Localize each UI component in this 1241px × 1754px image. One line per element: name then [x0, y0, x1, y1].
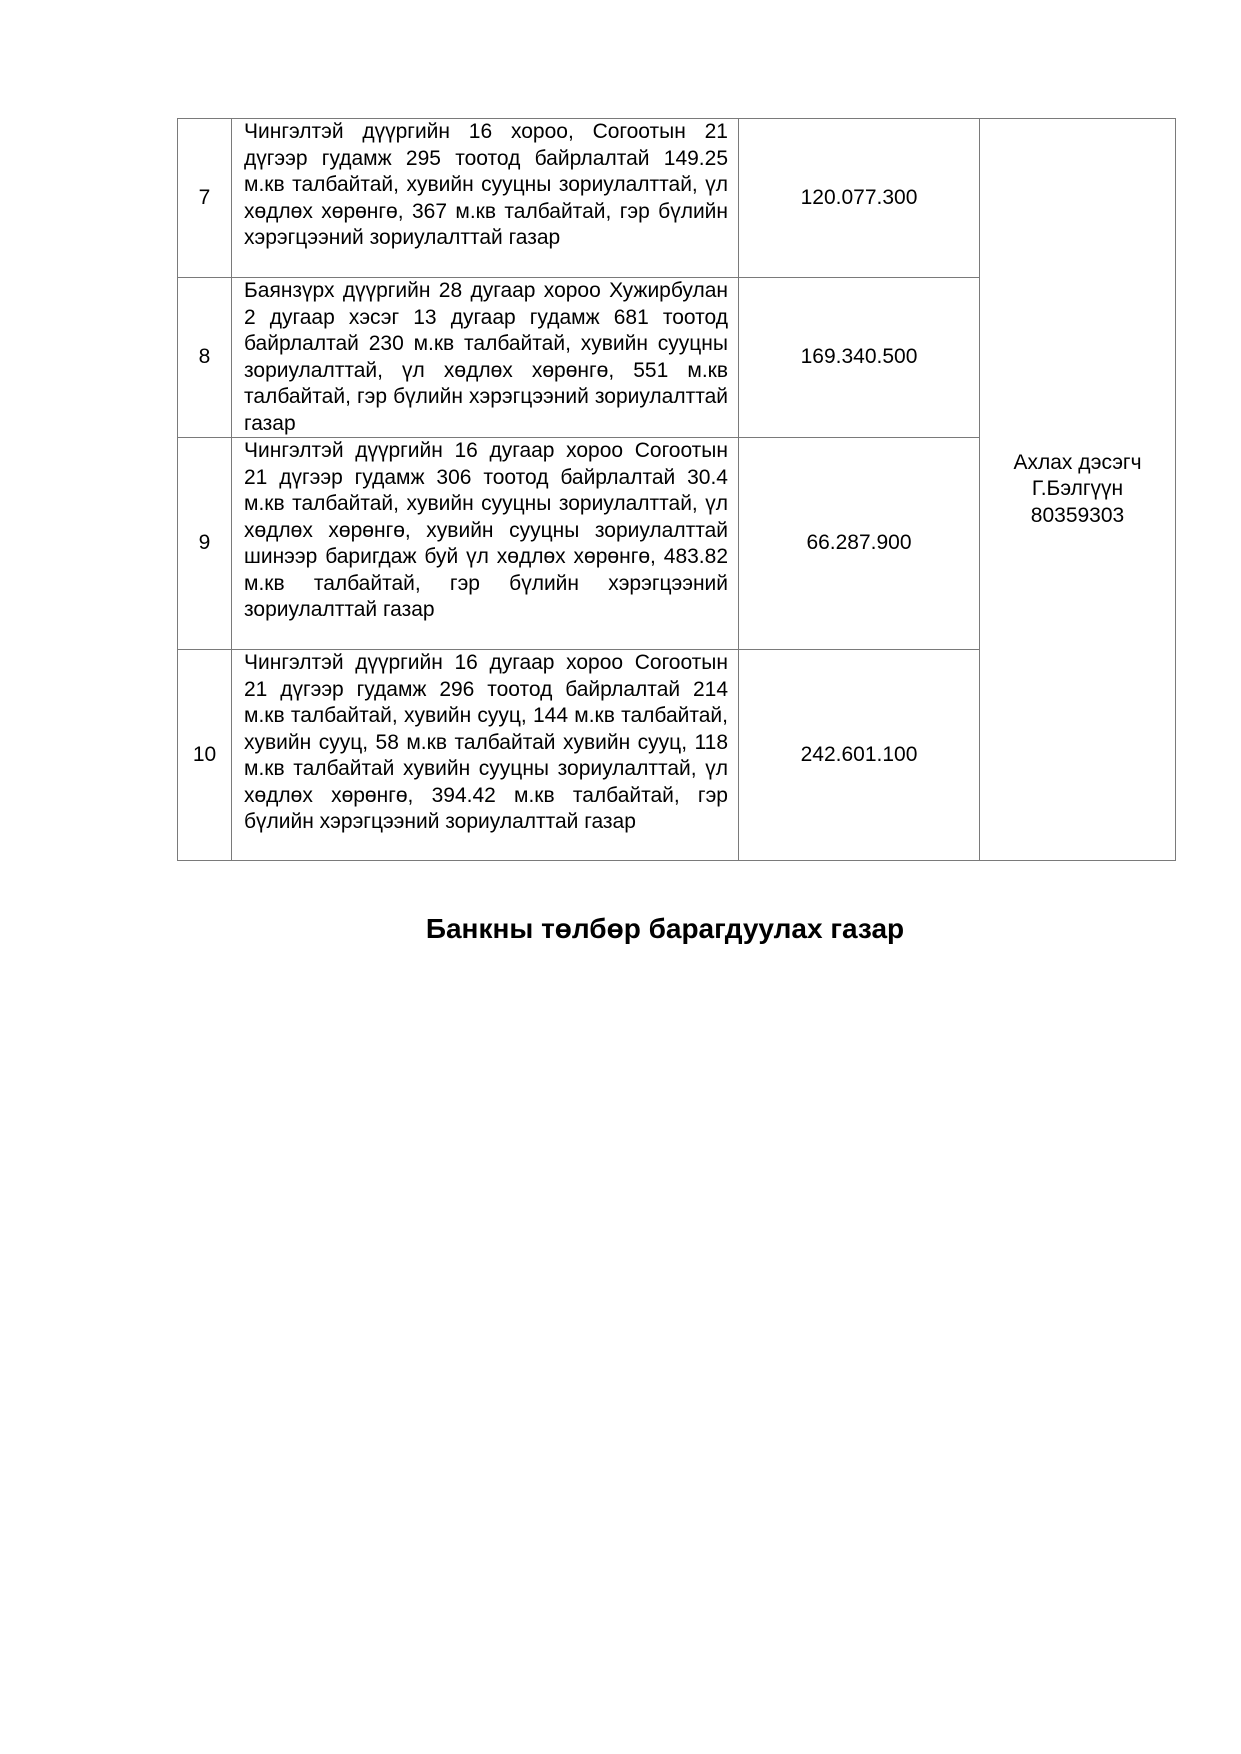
row-number: 9	[178, 438, 232, 650]
property-description: Чингэлтэй дүүргийн 16 дугаар хороо Согоотын 21 дүгээр гудамж 306 тоотод байрлалтай 30.4 м.кв талбайтай, хувийн сууцны зориулалттай, үл хөдлөх хөрөнгө, хувийн сууцны зориулалттай шинээр баригдаж буй үл хөдлөх хөрөнгө, 483.82 м.кв талбайтай, гэр бүлийн хэрэгцээний зориулалттай газар	[232, 438, 739, 650]
property-table	[177, 118, 1176, 861]
contact-cell	[980, 119, 1176, 861]
table-row	[178, 119, 1176, 278]
row-number: 8	[178, 278, 232, 438]
property-description: Чингэлтэй дүүргийн 16 хороо, Согоотын 21 дүгээр гудамж 295 тоотод байрлалтай 149.25 м.кв талбайтай, хувийн сууцны зориулалттай, үл хөдлөх хөрөнгө, 367 м.кв талбайтай, гэр бүлийн хэрэгцээний зориулалттай газар	[232, 119, 739, 278]
property-price: 120.077.300	[739, 119, 980, 278]
contact-title: Ахлах дэсэгч	[1013, 450, 1142, 474]
section-heading: Банкны төлбөр барагдуулах газар	[425, 913, 905, 944]
property-price: 66.287.900	[739, 438, 980, 650]
contact-phone: 80359303	[1030, 503, 1125, 527]
property-price: 242.601.100	[739, 650, 980, 861]
row-number: 10	[178, 650, 232, 861]
property-description: Чингэлтэй дүүргийн 16 дугаар хороо Согоотын 21 дүгээр гудамж 296 тоотод байрлалтай 214 м.кв талбайтай, хувийн сууц, 144 м.кв талбайтай, хувийн сууц, 58 м.кв талбайтай хувийн сууц, 118 м.кв талбайтай хувийн сууцны зориулалттай, үл хөдлөх хөрөнгө, 394.42 м.кв талбайтай, гэр бүлийн хэрэгцээний зориулалттай газар	[232, 650, 739, 861]
row-number: 7	[178, 119, 232, 278]
property-price: 169.340.500	[739, 278, 980, 438]
contact-name: Г.Бэлгүүн	[1031, 477, 1124, 501]
property-description: Баянзүрх дүүргийн 28 дугаар хороо Хужирбулан 2 дугаар хэсэг 13 дугаар гудамж 681 тоотод байрлалтай 230 м.кв талбайтай, хувийн сууцны зориулалттай, үл хөдлөх хөрөнгө, 551 м.кв талбайтай, гэр бүлийн хэрэгцээний зориулалттай газар	[232, 278, 739, 438]
